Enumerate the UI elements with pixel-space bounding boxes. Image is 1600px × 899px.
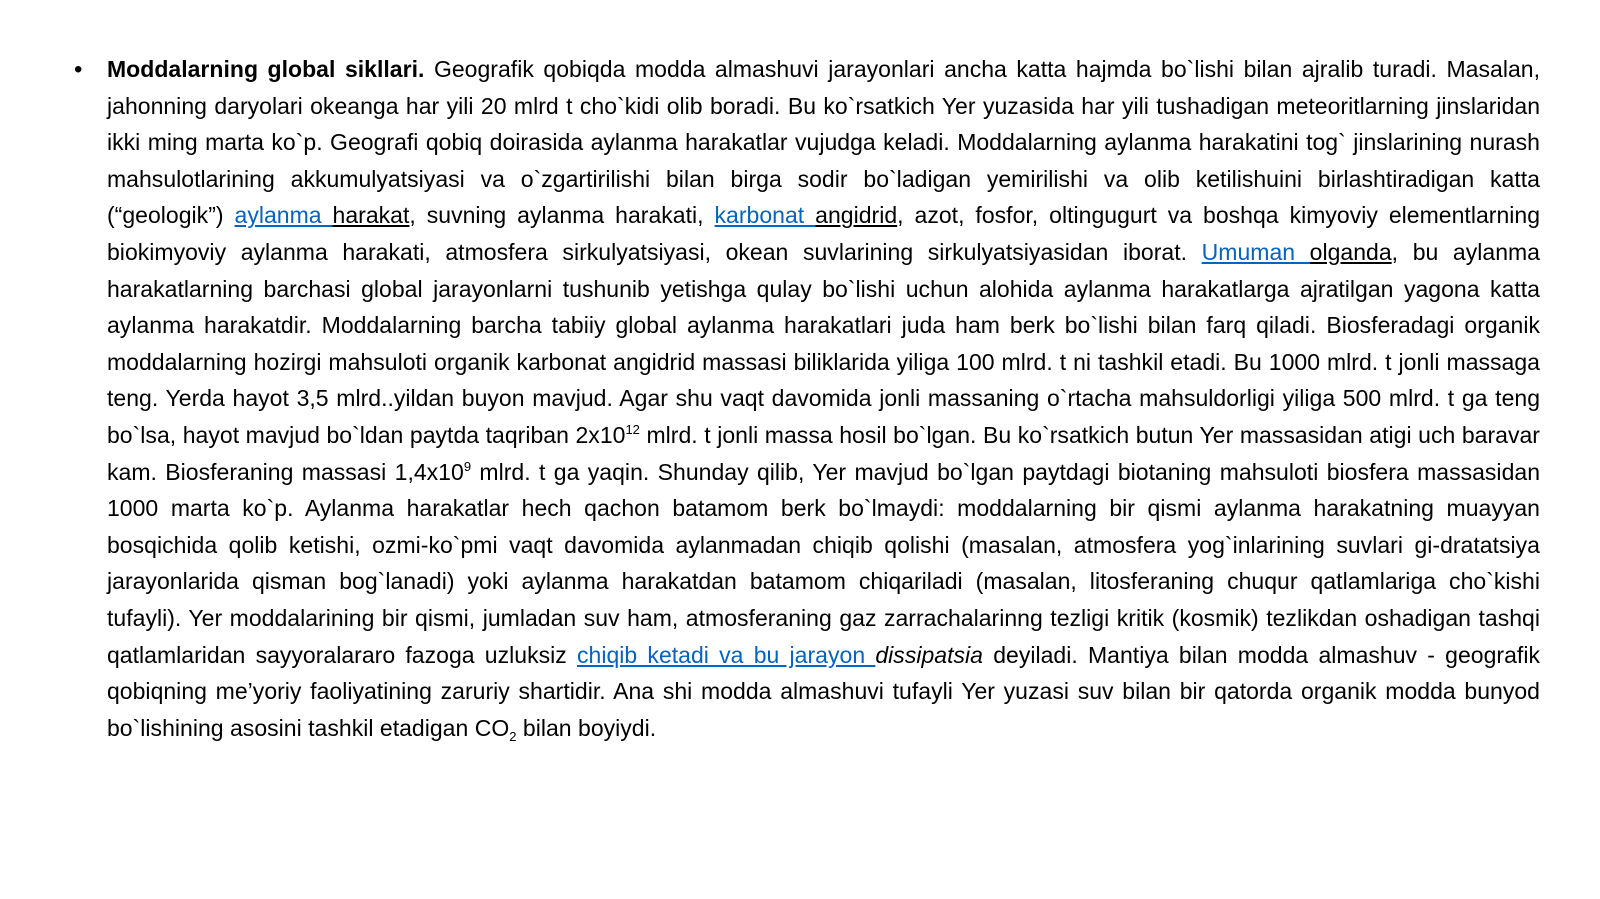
link-aylanma[interactable]: aylanma (234, 202, 333, 229)
underlined-angidrid: angidrid (815, 202, 898, 229)
italic-term: dissipatsia (875, 641, 983, 668)
paragraph-heading: Moddalarning global sikllari. (107, 56, 425, 82)
underlined-olganda: olganda (1309, 238, 1392, 265)
link-karbonat[interactable]: karbonat (714, 202, 816, 229)
superscript-exponent: 12 (625, 421, 640, 437)
text-segment: mlrd. t jonli massa hosil bo`lgan. Bu ko`rsatkich butun Yer massasidan atigi uch baravar kam. Biosferaning massasi 1,4x10 (107, 421, 1540, 485)
link-chiqib-ketadi[interactable]: chiqib ketadi va bu jarayon (576, 641, 876, 668)
text-segment: , suvning aylanma harakati, (409, 202, 715, 229)
text-segment: Geografik qobiqda modda almashuvi jarayonlari ancha katta hajmda bo`lishi bilan ajralib turadi. Masalan, jahonning daryolari okeanga har yili 20 mlrd t cho`kidi olib boradi. Bu ko`rsatkich Yer yuzasida har yili tushadigan meteoritlarning jinslaridan ikki ming marta ko`p. Geografi qobiq doirasida aylanma harakatlar vujudga keladi. Moddalarning aylanma harakatini tog` jinslarining nurash mahsulotlarining akkumulyatsiyasi va o`zgartirilishi bilan birga sodir bo`ladigan yemirilishi va olib ketilishuini birlashtiradigan katta (“geologik”) (107, 56, 1540, 229)
underlined-harakat: harakat (332, 202, 410, 229)
bullet-point: • (74, 56, 83, 83)
subscript-index: 2 (509, 728, 517, 744)
text-segment: bilan boyiydi. (516, 714, 657, 741)
text-segment: mlrd. t ga yaqin. Shunday qilib, Yer mavjud bo`lgan paytdagi biotaning mahsuloti biosfera massasidan 1000 marta ko`p. Aylanma harakatlar hech qachon batamom berk bo`lmaydi: moddalarning bir qismi aylanma harakatning muayyan bosqichida qolib ketishi, ozmi-ko`pmi vaqt davomida aylanmadan chiqib qolishi (masalan, atmosfera yog`inlarining suvlari gi-dratatsiya jarayonlarida qisman bog`lanadi) yoki aylanma harakatdan batamom chiqariladi (masalan, litosferaning chuqur qatlamlariga cho`kishi tufayli). Yer moddalarining bir qismi, jumladan suv ham, atmosferaning gaz zarrachalarinng tezligi kritik (kosmik) tezlikdan oshadigan tashqi qatlamlaridan sayyoralararo fazoga uzluksiz (107, 458, 1540, 668)
paragraph (107, 51, 1540, 746)
text-segment: , azot, fosfor, oltingugurt va boshqa kimyoviy elementlarning biokimyoviy aylanma harakati, atmosfera sirkulyatsiyasi, okean suvlarining sirkulyatsiyasidan iborat. (107, 202, 1541, 265)
superscript-exponent: 9 (463, 458, 472, 474)
text-segment: , bu aylanma harakatlarning barchasi global jarayonlarni tushunib yetishga qulay bo`lishi uchun alohida aylanma harakatlarga ajratilgan yagona katta aylanma harakatdir. Moddalarning barcha tabiiy global aylanma harakatlari juda ham berk bo`lishi bilan farq qiladi. Biosferadagi organik moddalarning hozirgi mahsuloti organik karbonat angidrid massasi biliklarida yiliga 100 mlrd. t ni tashkil etadi. Bu 1000 mlrd. t jonli massaga teng. Yerda hayot 3,5 mlrd..yildan buyon mavjud. Agar shu vaqt davomida jonli massaning o`rtacha mahsuldorligi yiliga 500 mlrd. t ga teng bo`lsa, hayot mavjud bo`ldan paytda taqriban 2x10 (107, 238, 1540, 448)
text-segment: deyiladi. Mantiya bilan modda almashuv - geografik qobiqning me’yoriy faoliyatining zaruriy shartidir. Ana shi modda almashuvi tufayli Yer yuzasi suv bilan bir qatorda organik modda bunyod bo`lishining asosini tashkil etadigan CO (107, 641, 1540, 741)
link-umuman[interactable]: Umuman (1201, 238, 1310, 265)
